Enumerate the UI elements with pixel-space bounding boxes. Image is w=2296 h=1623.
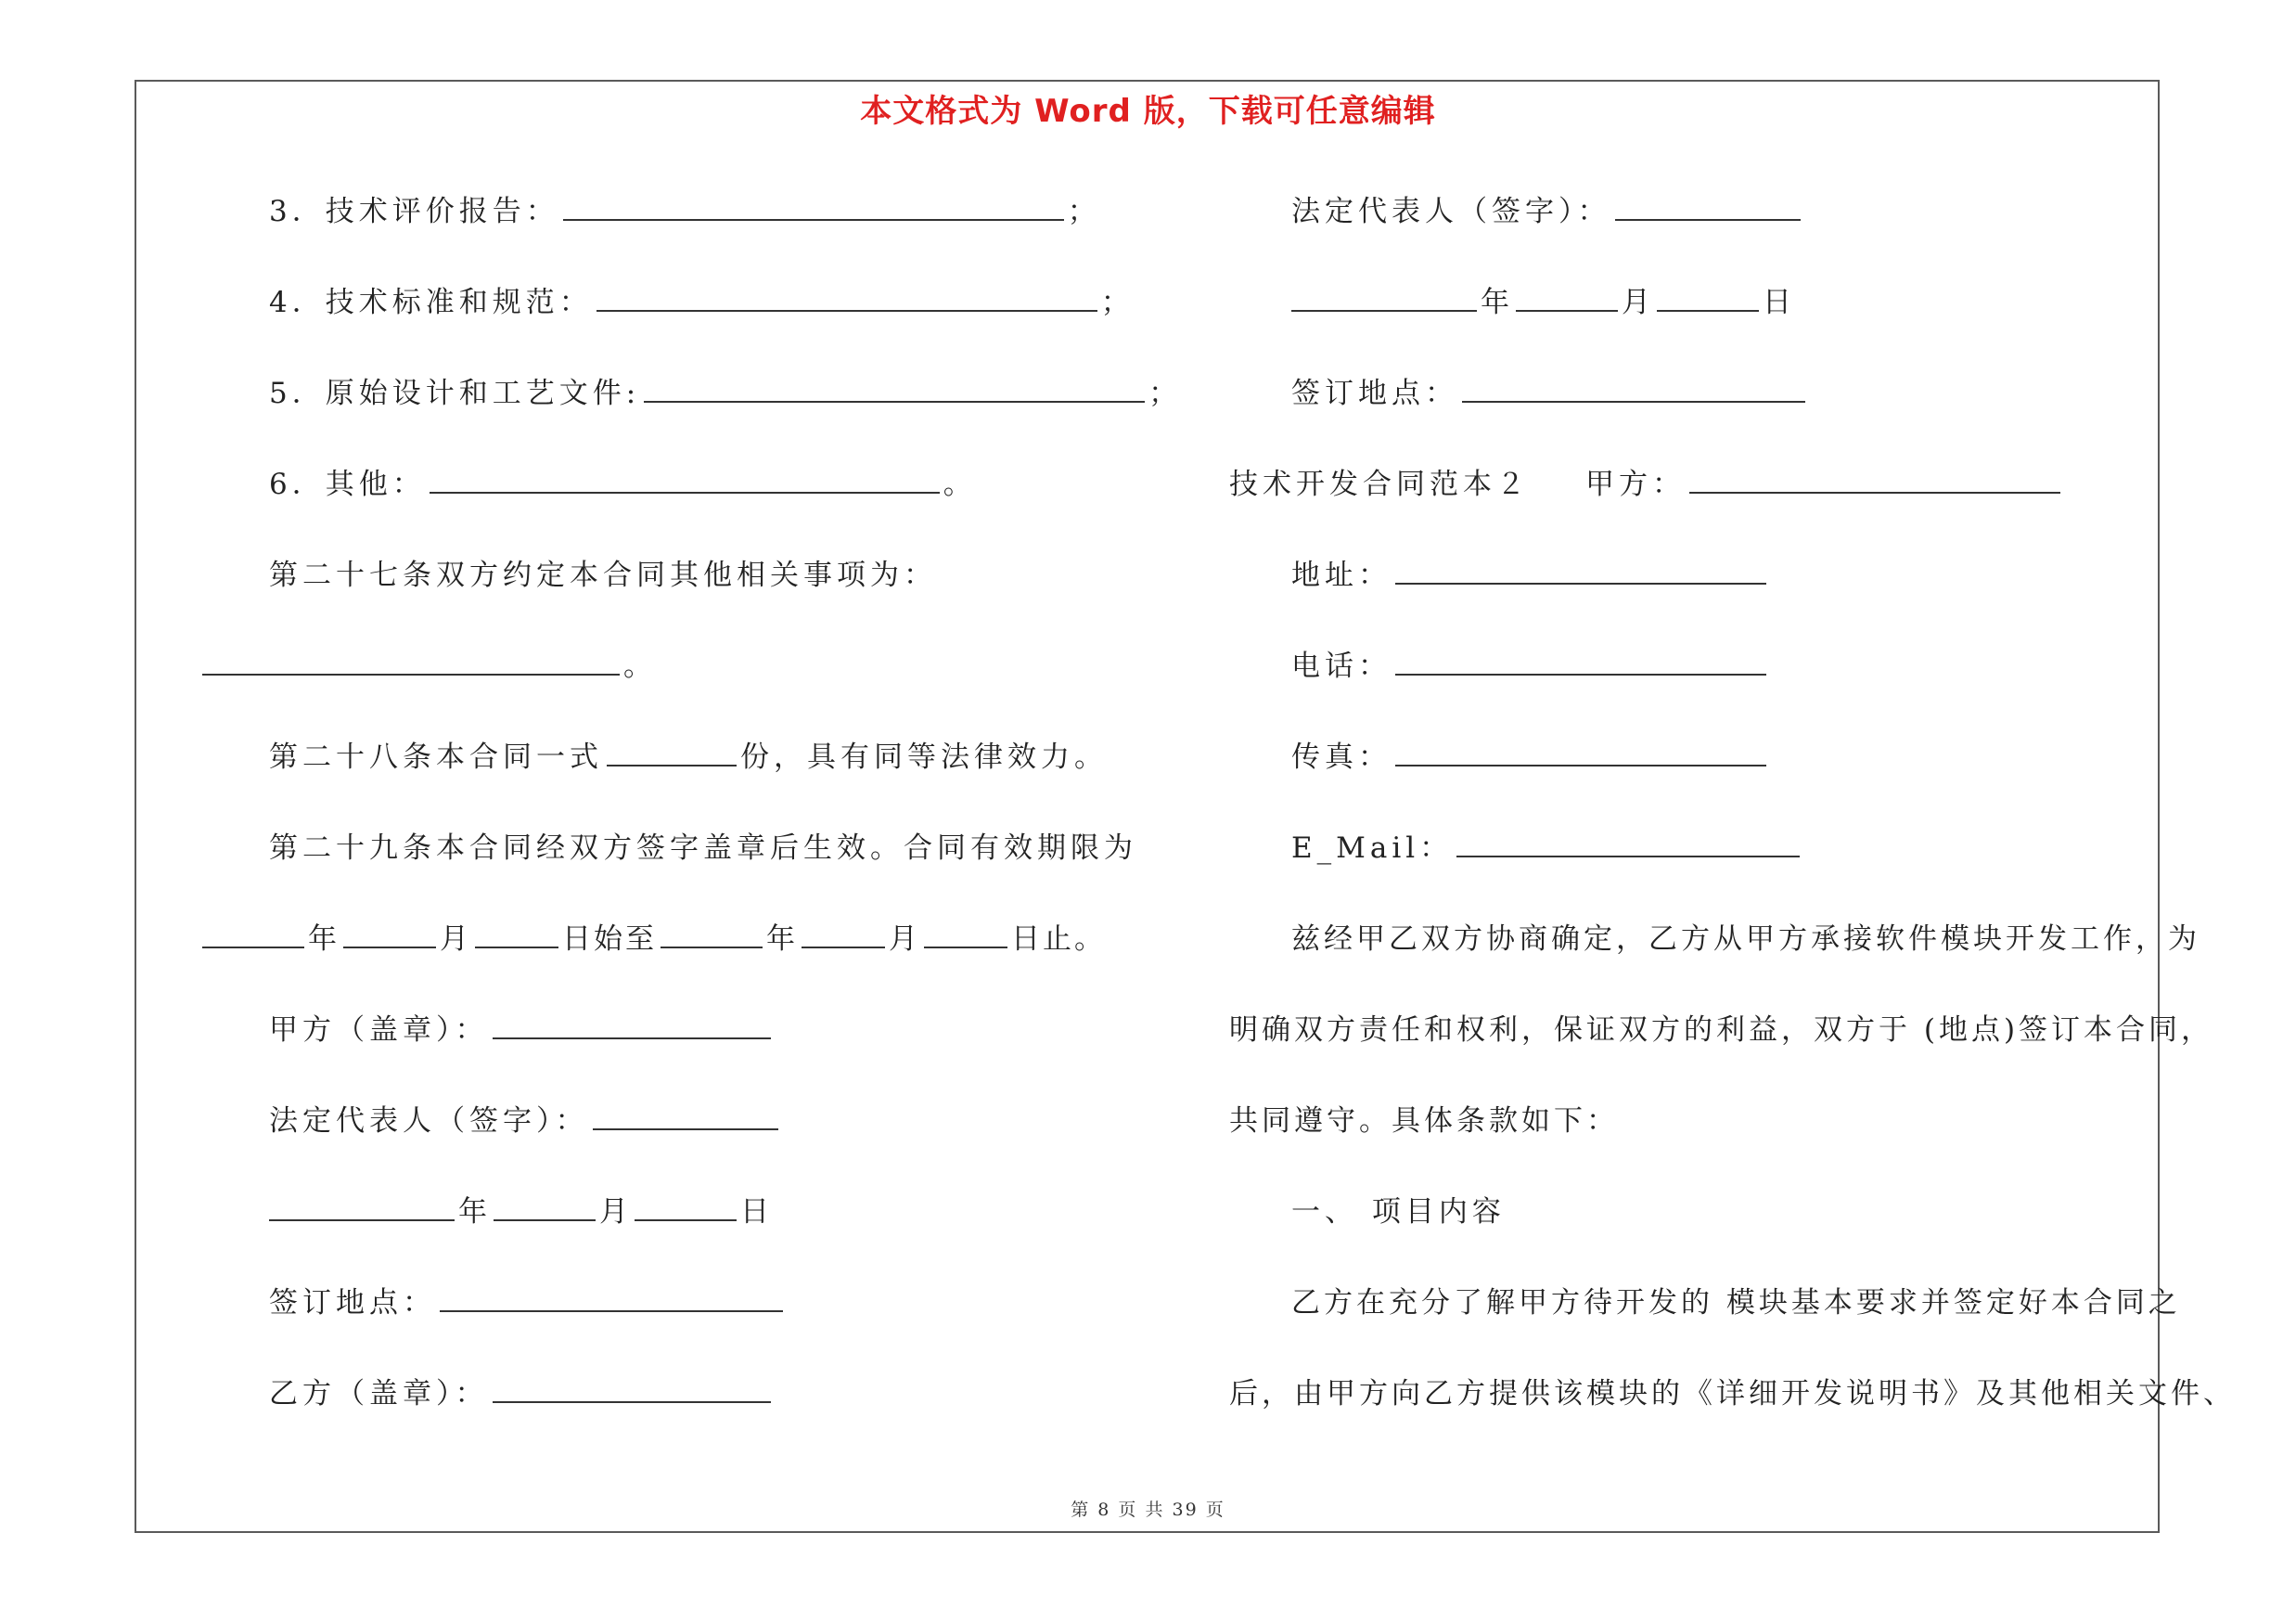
item-3-tech-evaluation-report (269, 193, 1101, 230)
item-4-label: 4．技术标准和规范： (269, 286, 593, 319)
article-27-end: 。 (623, 650, 657, 683)
sample-2-party-a-label: 甲方： (1585, 468, 1686, 501)
party-a-seal-label: 甲方（盖章）： (269, 1013, 489, 1047)
article-27-text (269, 557, 937, 594)
item-5-end: ； (1148, 377, 1183, 410)
paragraph-1-line-2: 明确双方责任和权利，保证双方的利益，双方于 (地点)签订本合同， (1229, 1013, 2214, 1047)
date-left-day-blank (635, 1195, 737, 1221)
validity-start-month-blank (343, 922, 436, 948)
date-left-month-blank (494, 1195, 596, 1221)
validity-end-year-blank (661, 922, 763, 948)
party-b-seal-label: 乙方（盖章）： (269, 1377, 489, 1410)
party-a-seal-blank (493, 1013, 771, 1039)
legal-rep-right (1291, 193, 1804, 230)
article-28-copies-blank (607, 741, 737, 766)
section-1-title: 一、 项目内容 (1291, 1195, 1506, 1229)
item-4-end: ； (1100, 286, 1135, 319)
legal-rep-right-blank (1615, 195, 1801, 221)
paragraph-1-line-1: 兹经甲乙双方协商确定，乙方从甲方承接软件模块开发工作，为 (1291, 922, 2200, 956)
validity-start-day-blank (475, 922, 558, 948)
date-right-year: 年 (1481, 286, 1512, 319)
legal-rep-right-label: 法定代表人（签字）： (1291, 195, 1611, 228)
item-5-original-design-docs (269, 375, 1182, 412)
article-28-after: 份，具有同等法律效力。 (740, 741, 1108, 774)
item-4-tech-standards (269, 284, 1135, 321)
validity-month-2: 月 (889, 922, 920, 956)
email-blank (1456, 831, 1800, 857)
article-29-text (269, 830, 1137, 867)
word-format-banner: 本文格式为 Word 版，下载可任意编辑 (860, 93, 1436, 130)
item-3-blank (563, 195, 1064, 221)
item-6-blank (430, 468, 940, 494)
item-4-blank (596, 286, 1097, 312)
legal-rep-left-label: 法定代表人（签字）： (269, 1104, 589, 1138)
item-6-other (269, 466, 977, 503)
sign-place-right (1291, 375, 1809, 412)
paragraph-2-line-2: 后，由甲方向乙方提供该模块的《详细开发说明书》及其他相关文件、 (1229, 1377, 2236, 1410)
validity-end-month-blank (802, 922, 885, 948)
phone-field (1291, 648, 1770, 685)
validity-day-1: 日始至 (562, 922, 657, 956)
email-label: E_Mail： (1291, 831, 1454, 865)
sign-place-left-blank (440, 1286, 783, 1312)
article-27-blank-line (202, 648, 657, 685)
sign-place-left (269, 1284, 787, 1321)
party-a-seal (269, 1011, 775, 1049)
item-6-label: 6．其他： (269, 468, 426, 501)
sign-place-right-blank (1462, 377, 1805, 403)
phone-label: 电话： (1291, 650, 1392, 683)
page-number-footer: 第 8 页 共 39 页 (1071, 1500, 1225, 1520)
sample-2-title: 技术开发合同范本２ (1229, 468, 1530, 501)
legal-rep-left (269, 1102, 782, 1140)
date-left-month: 月 (599, 1195, 631, 1229)
item-5-blank (644, 377, 1145, 403)
email-field (1291, 830, 1803, 867)
sample-2-header (1229, 466, 2064, 503)
article-28-text (269, 739, 1108, 776)
paragraph-1-line-3: 共同遵守。具体条款如下： (1229, 1104, 1619, 1138)
party-b-seal-blank (493, 1377, 771, 1403)
sample-2-party-a-blank (1689, 468, 2060, 494)
fax-label: 传真： (1291, 741, 1392, 774)
fax-blank (1395, 741, 1766, 766)
validity-day-2: 日止。 (1011, 922, 1106, 956)
validity-end-day-blank (924, 922, 1007, 948)
address-field (1291, 557, 1770, 594)
date-right-day-blank (1657, 286, 1759, 312)
date-right-month-blank (1516, 286, 1618, 312)
article-27-label: 第二十七条双方约定本合同其他相关事项为： (269, 559, 937, 592)
article-29-label: 第二十九条本合同经双方签字盖章后生效。合同有效期限为 (269, 831, 1137, 865)
date-line-left (269, 1193, 772, 1230)
item-3-end: ； (1067, 195, 1101, 228)
address-blank (1395, 559, 1766, 585)
item-5-label: 5．原始设计和工艺文件: (269, 377, 641, 410)
paragraph-2-line-1: 乙方在充分了解甲方待开发的 模块基本要求并签定好本合同之 (1291, 1286, 2181, 1320)
phone-blank (1395, 650, 1766, 676)
article-28-before: 第二十八条本合同一式 (269, 741, 603, 774)
validity-year-2: 年 (766, 922, 798, 956)
date-right-day: 日 (1763, 286, 1794, 319)
sign-place-left-label: 签订地点： (269, 1286, 436, 1320)
validity-month-1: 月 (440, 922, 471, 956)
item-3-label: 3．技术评价报告： (269, 195, 559, 228)
address-label: 地址： (1291, 559, 1392, 592)
fax-field (1291, 739, 1770, 776)
article-27-blank (202, 650, 620, 676)
legal-rep-left-blank (593, 1104, 778, 1130)
date-right-month: 月 (1622, 286, 1653, 319)
article-29-validity-dates (202, 921, 1106, 958)
date-left-year: 年 (458, 1195, 490, 1229)
date-left-day: 日 (740, 1195, 772, 1229)
validity-year-1: 年 (308, 922, 340, 956)
date-right-year-blank (1291, 286, 1477, 312)
sign-place-right-label: 签订地点： (1291, 377, 1458, 410)
party-b-seal (269, 1375, 775, 1412)
date-line-right (1291, 284, 1794, 321)
validity-start-year-blank (202, 922, 304, 948)
date-left-year-blank (269, 1195, 455, 1221)
item-6-end: 。 (943, 468, 977, 501)
